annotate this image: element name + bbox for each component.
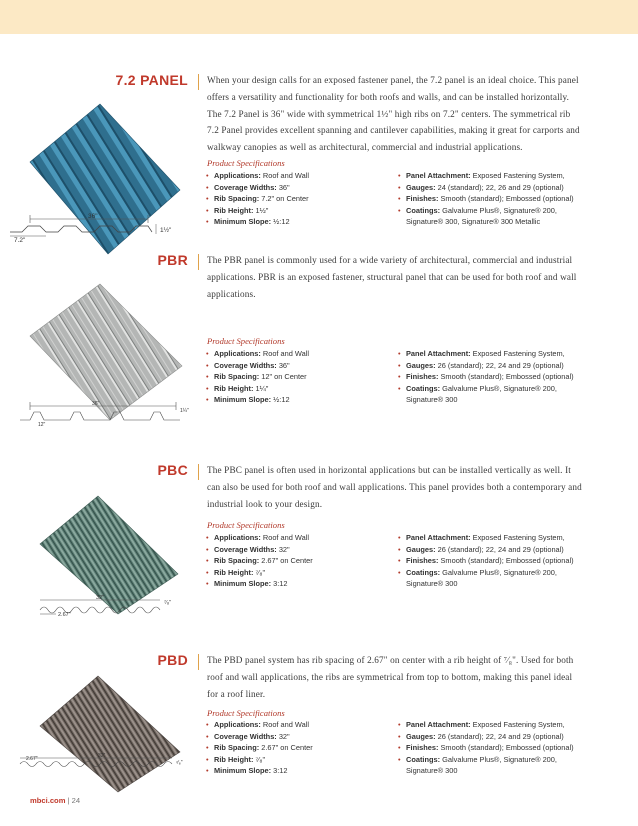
dim-width: 32" bbox=[96, 595, 105, 601]
spec-item: • Minimum Slope: 3:12 bbox=[206, 578, 386, 590]
dim-width: 36" bbox=[92, 401, 100, 407]
specs-right bbox=[398, 532, 588, 590]
dim-height: ⁷⁄₈" bbox=[164, 600, 172, 606]
divider bbox=[198, 254, 199, 270]
section-title: PBD bbox=[157, 652, 188, 668]
spec-item: • Applications: Roof and Wall bbox=[206, 719, 386, 731]
spec-item: • Minimum Slope: 3:12 bbox=[206, 765, 386, 777]
profile-diagram bbox=[0, 210, 200, 250]
spec-item: • Rib Spacing: 7.2" on Center bbox=[206, 193, 386, 205]
spec-item-continuation: Signature® 300, Signature® 300 Metallic bbox=[406, 217, 541, 227]
spec-item: • Applications: Roof and Wall bbox=[206, 532, 386, 544]
spec-item-continuation: Signature® 300 bbox=[406, 579, 458, 589]
spec-item: • Rib Height: 1½" bbox=[206, 205, 386, 217]
spec-item: • Minimum Slope: ½:12 bbox=[206, 394, 386, 406]
spec-item: • Gauges: 26 (standard); 22, 24 and 29 (optional) bbox=[398, 544, 588, 556]
section-description: The PBD panel system has rib spacing of 2.67" on center with a rib height of ⁷⁄₈". Used for both roof and wall applications, the ribs are symmetrical from top to bottom, making this panel ideal for a roof liner. bbox=[207, 655, 574, 699]
spec-item: • Finishes: Smooth (standard); Embossed (optional) bbox=[398, 555, 588, 567]
spec-item: • Rib Height: 1¼" bbox=[206, 383, 386, 395]
spec-item: • Panel Attachment: Exposed Fastening System, bbox=[398, 532, 588, 544]
page-footer bbox=[30, 796, 80, 805]
spec-item: • Finishes: Smooth (standard); Embossed (optional) bbox=[398, 742, 588, 754]
section-title: PBR bbox=[157, 252, 188, 268]
dim-width: 36" bbox=[88, 213, 98, 220]
profile-diagram bbox=[0, 752, 200, 782]
footer-separator: | bbox=[67, 796, 72, 805]
spec-item: • Coverage Widths: 32" bbox=[206, 731, 386, 743]
spec-item: • Applications: Roof and Wall bbox=[206, 348, 386, 360]
profile-diagram bbox=[0, 398, 200, 438]
spec-item: • Applications: Roof and Wall bbox=[206, 170, 386, 182]
section-title: 7.2 PANEL bbox=[115, 72, 188, 88]
spec-item: • Minimum Slope: ½:12 bbox=[206, 216, 386, 228]
spec-item: • Rib Height: ⁷⁄₈" bbox=[206, 754, 386, 766]
specs-left bbox=[206, 348, 386, 406]
spec-item: • Rib Height: ⁷⁄₈" bbox=[206, 567, 386, 579]
spec-item: • Panel Attachment: Exposed Fastening System, bbox=[398, 170, 588, 182]
specs-left bbox=[206, 170, 386, 228]
divider bbox=[198, 74, 199, 90]
spec-item: • Rib Spacing: 2.67" on Center bbox=[206, 555, 386, 567]
spec-item: • Gauges: 24 (standard); 22, 26 and 29 (optional) bbox=[398, 182, 588, 194]
section-description: The PBR panel is commonly used for a wide variety of architectural, commercial and industrial applications. PBR is an exposed fastener, structural panel that can be used for both roof and wall applications. bbox=[207, 255, 577, 299]
spec-item: • Finishes: Smooth (standard); Embossed (optional) bbox=[398, 371, 588, 383]
dim-spacing: 2.67" bbox=[58, 612, 71, 618]
specs-right bbox=[398, 719, 588, 777]
specs-right bbox=[398, 348, 588, 406]
specs-title: Product Specifications bbox=[207, 520, 285, 530]
specs-left bbox=[206, 532, 386, 590]
dim-spacing: 2.67" bbox=[26, 756, 38, 762]
spec-item-continuation: Signature® 300 bbox=[406, 766, 458, 776]
dim-width: 32" bbox=[98, 753, 106, 759]
dim-spacing: 7.2" bbox=[14, 237, 26, 244]
spec-item: • Coatings: Galvalume Plus®, Signature® 200, bbox=[398, 567, 588, 579]
spec-item: • Rib Spacing: 2.67" on Center bbox=[206, 742, 386, 754]
spec-item: • Coverage Widths: 36" bbox=[206, 360, 386, 372]
spec-item: • Coverage Widths: 32" bbox=[206, 544, 386, 556]
spec-item: • Rib Spacing: 12" on Center bbox=[206, 371, 386, 383]
specs-right bbox=[398, 170, 588, 228]
dim-height: 1½" bbox=[160, 227, 172, 234]
specs-title: Product Specifications bbox=[207, 336, 285, 346]
spec-item: • Gauges: 26 (standard); 22, 24 and 29 (optional) bbox=[398, 731, 588, 743]
dim-height: ⁷⁄₈" bbox=[176, 760, 183, 766]
specs-left bbox=[206, 719, 386, 777]
spec-item: • Panel Attachment: Exposed Fastening System, bbox=[398, 348, 588, 360]
page-number: 24 bbox=[71, 796, 81, 805]
section-description: When your design calls for an exposed fastener panel, the 7.2 panel is an ideal choice. This panel offers a versatility and functionality for both roofs and walls, and can be installed horizontally. The 7.2 Panel is 36" wide with symmetrical 1½" high ribs on 7.2" centers. The symmetrical rib 7.2 Panel provides excellent spanning and cantilever capabilities, making it great for carports and walkway canopies as well as architectural, commercial and industrial applications. bbox=[207, 75, 580, 153]
specs-title: Product Specifications bbox=[207, 708, 285, 718]
profile-diagram bbox=[0, 594, 200, 624]
spec-item: • Coatings: Galvalume Plus®, Signature® 200, bbox=[398, 383, 588, 395]
dim-spacing: 12" bbox=[38, 422, 46, 428]
spec-item: • Panel Attachment: Exposed Fastening System, bbox=[398, 719, 588, 731]
dim-height: 1¼" bbox=[180, 408, 189, 414]
section-title: PBC bbox=[157, 462, 188, 478]
section-description: The PBC panel is often used in horizontal applications but can be installed vertically as well. It can also be used for both roof and wall applications. This panel provides both a contemporary and industrial look to your design. bbox=[207, 465, 582, 509]
spec-item: • Coatings: Galvalume Plus®, Signature® 200, bbox=[398, 205, 588, 217]
spec-item: • Coverage Widths: 36" bbox=[206, 182, 386, 194]
spec-item: • Gauges: 26 (standard); 22, 24 and 29 (optional) bbox=[398, 360, 588, 372]
spec-item: • Finishes: Smooth (standard); Embossed (optional) bbox=[398, 193, 588, 205]
divider bbox=[198, 464, 199, 480]
top-banner bbox=[0, 0, 638, 34]
spec-item: • Coatings: Galvalume Plus®, Signature® 200, bbox=[398, 754, 588, 766]
spec-item-continuation: Signature® 300 bbox=[406, 395, 458, 405]
footer-site-link[interactable]: mbci.com bbox=[30, 796, 66, 805]
specs-title: Product Specifications bbox=[207, 158, 285, 168]
